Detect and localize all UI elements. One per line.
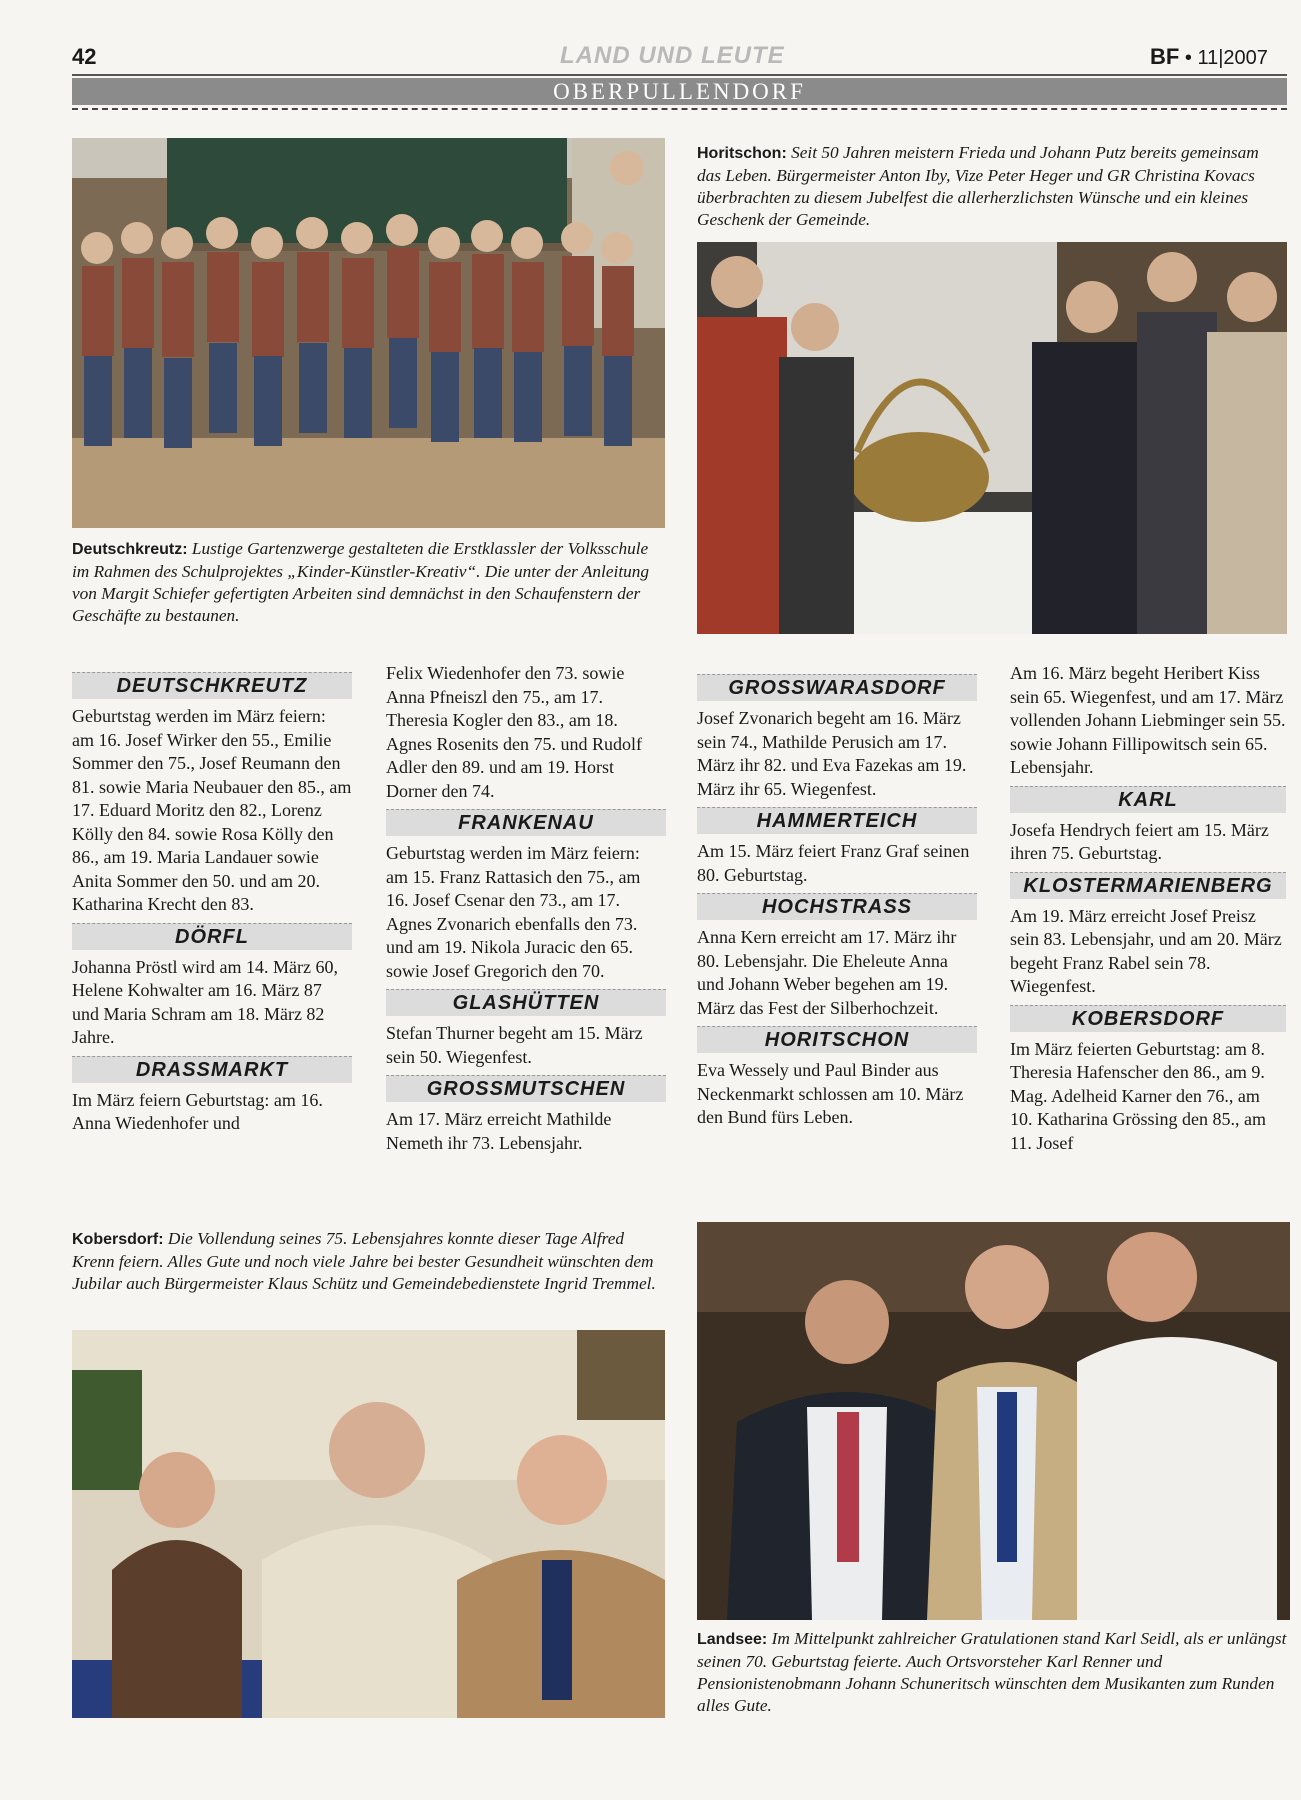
heading-glashuetten: GLASHÜTTEN: [386, 989, 666, 1016]
heading-drassmarkt: DRASSMARKT: [72, 1056, 352, 1083]
caption-text: Lustige Gartenzwerge gestalteten die Erstklassler der Volksschule im Rahmen des Schulprojektes „Kinder-Künstler-Kreativ“. Die unter der Anleitung von Margit Schiefer gefertigten Arbeiten sind demnächst in den Schaufenstern der Geschäfte zu bestaunen.: [72, 539, 650, 625]
heading-grosswarasdorf: GROSSWARASDORF: [697, 674, 977, 701]
caption-text: Die Vollendung seines 75. Lebensjahres konnte dieser Tage Alfred Krenn feiern. Alles Gute und noch viele Jahre bei bester Gesundheit wünschten dem Jubilar auch Bürgermeister Klaus Schütz und Gemeindebedienstete Ingrid Tremmel.: [72, 1229, 656, 1293]
heading-karl: KARL: [1010, 786, 1286, 813]
text-horitschon-continued: Am 16. März begeht Heribert Kiss sein 65. Wiegenfest, und am 17. März vollenden Johann Liebminger sein 55. sowie Johann Fillipowitsch sein 65. Lebensjahr.: [1010, 663, 1286, 777]
heading-kobersdorf: KOBERSDORF: [1010, 1005, 1286, 1032]
text-doerfl: Johanna Pröstl wird am 14. März 60, Helene Kohwalter am 16. März 87 und Maria Schram am 18. März 82 Jahre.: [72, 956, 338, 1047]
caption-text: Im Mittelpunkt zahlreicher Gratulationen stand Karl Seidl, als er unlängst seinen 70. Geburtstag feierte. Auch Ortsvorsteher Karl Renner und Pensionistenobmann Johann Schuneritsch wünschten dem Musikanten zum Runden alles Gute.: [697, 1629, 1287, 1715]
text-drassmarkt: Im März feiern Geburtstag: am 16. Anna Wiedenhofer und: [72, 1089, 323, 1133]
text-glashuetten: Stefan Thurner begeht am 15. März sein 50. Wiegenfest.: [386, 1023, 643, 1067]
text-karl: Josefa Hendrych feiert am 15. März ihren 75. Geburtstag.: [1010, 819, 1269, 863]
caption-place: Kobersdorf:: [72, 1231, 164, 1248]
text-drassmarkt-continued: Felix Wiedenhofer den 73. sowie Anna Pfneiszl den 75., am 17. Theresia Kogler den 83., am 18. Agnes Rosenits den 75. und Rudolf Adler den 89. und am 19. Horst Dorner den 74.: [386, 663, 642, 801]
text-kobersdorf: Im März feierten Geburtstag: am 8. Theresia Hafenscher den 86., am 9. Mag. Adelheid Karner den 76., am 10. Katharina Grössing den 85., am 11. Josef: [1010, 1038, 1266, 1153]
column-1: [72, 672, 352, 1136]
text-deutschkreutz: Geburtstag werden im März feiern: am 16. Josef Wirker den 55., Emilie Sommer den 75., Josef Reumann den 81. sowie Maria Neubauer den 85., am 17. Eduard Moritz den 82., Lorenz Kölly den 84. sowie Rosa Kölly den 86., am 19. Maria Landauer sowie Anita Sommer den 50. und am 20. Katharina Krecht den 83.: [72, 706, 352, 914]
caption-deutschkreutz: [72, 538, 662, 627]
heading-deutschkreutz: DEUTSCHKREUTZ: [72, 672, 352, 699]
caption-kobersdorf: [72, 1228, 664, 1295]
heading-klostermarienberg: KLOSTERMARIENBERG: [1010, 872, 1286, 899]
caption-place: Deutschkreutz:: [72, 541, 188, 558]
heading-hammerteich: HAMMERTEICH: [697, 807, 977, 834]
photo-landsee: [697, 1222, 1290, 1620]
text-grossmutschen: Am 17. März erreicht Mathilde Nemeth ihr 73. Lebensjahr.: [386, 1109, 612, 1153]
caption-place: Horitschon:: [697, 145, 787, 162]
section-title: LAND UND LEUTE: [560, 42, 785, 69]
photo-horitschon-image: [697, 242, 1287, 634]
issue-brand: BF: [1150, 44, 1180, 69]
caption-place: Landsee:: [697, 1631, 768, 1648]
photo-school-children: [72, 138, 665, 528]
heading-doerfl: DÖRFL: [72, 923, 352, 950]
text-hammerteich: Am 15. März feiert Franz Graf seinen 80. Geburtstag.: [697, 841, 970, 885]
heading-grossmutschen: GROSSMUTSCHEN: [386, 1075, 666, 1102]
heading-frankenau: FRANKENAU: [386, 809, 666, 836]
photo-school-children-image: [72, 138, 665, 528]
issue-number: 11|2007: [1197, 47, 1268, 69]
photo-horitschon: [697, 242, 1287, 634]
photo-kobersdorf-image: [72, 1330, 665, 1718]
caption-text: Seit 50 Jahren meistern Frieda und Johann Putz bereits gemeinsam das Leben. Bürgermeister Anton Iby, Vize Peter Heger und GR Christina Kovacs überbrachten zu diesem Jubelfest die allerherzlichsten Wünsche und ein kleines Geschenk der Gemeinde.: [697, 143, 1259, 229]
text-hochstrass: Anna Kern erreicht am 17. März ihr 80. Lebensjahr. Die Eheleute Anna und Johann Weber begehen am 19. März das Fest der Silberhochzeit.: [697, 927, 957, 1018]
page-number: 42: [72, 44, 97, 69]
region-title: OBERPULLENDORF: [553, 79, 806, 104]
header-dashed-rule: [72, 108, 1287, 110]
caption-horitschon: [697, 142, 1287, 231]
photo-landsee-image: [697, 1222, 1290, 1620]
text-frankenau: Geburtstag werden im März feiern: am 15. Franz Rattasich den 75., am 16. Josef Csenar den 73., am 17. Agnes Zvonarich ebenfalls den 73. und am 19. Nikola Juracic den 65. sowie Josef Gregorich den 70.: [386, 843, 641, 981]
column-2: [386, 662, 666, 1155]
column-4: [1010, 662, 1286, 1155]
issue-info: [1150, 44, 1268, 70]
caption-landsee: [697, 1628, 1289, 1717]
heading-hochstrass: HOCHSTRASS: [697, 893, 977, 920]
issue-separator: •: [1184, 47, 1192, 69]
text-horitschon: Eva Wessely und Paul Binder aus Neckenmarkt schlossen am 10. März den Bund fürs Leben.: [697, 1060, 964, 1127]
header-rule: [72, 74, 1287, 76]
heading-horitschon: HORITSCHON: [697, 1026, 977, 1053]
photo-kobersdorf: [72, 1330, 665, 1718]
text-klostermarienberg: Am 19. März erreicht Josef Preisz sein 83. Lebensjahr, und am 20. März begeht Franz Rabel sein 78. Wiegenfest.: [1010, 905, 1282, 996]
text-grosswarasdorf: Josef Zvonarich begeht am 16. März sein 74., Mathilde Perusich am 17. März ihr 82. und Eva Fazekas am 19. März ihr 65. Wiegenfest.: [697, 708, 967, 799]
column-3: [697, 674, 977, 1130]
